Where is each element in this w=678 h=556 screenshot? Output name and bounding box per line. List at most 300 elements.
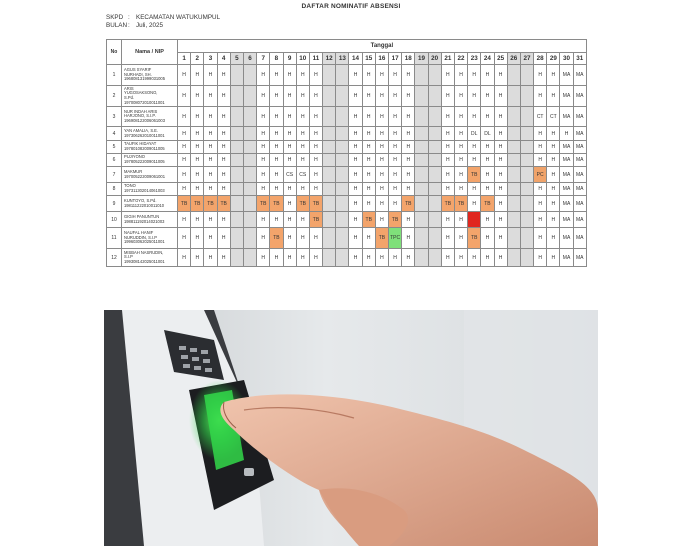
- attendance-cell: H: [560, 127, 573, 141]
- table-row: [107, 167, 587, 183]
- attendance-cell: H: [283, 107, 296, 127]
- bulan-line: [106, 22, 163, 29]
- attendance-cell: [243, 167, 256, 183]
- day-header-30: 30: [560, 53, 573, 65]
- attendance-cell: TB: [257, 196, 270, 212]
- attendance-cell: H: [441, 167, 454, 183]
- attendance-cell: H: [349, 65, 362, 86]
- attendance-cell: H: [454, 154, 467, 167]
- attendance-cell: H: [296, 228, 309, 249]
- day-header-2: 2: [191, 53, 204, 65]
- header-tanggal: Tanggal: [178, 40, 587, 53]
- day-header-31: 31: [573, 53, 586, 65]
- attendance-cell: H: [270, 154, 283, 167]
- attendance-cell: CS: [296, 167, 309, 183]
- attendance-cell: H: [494, 228, 507, 249]
- attendance-cell: MA: [560, 183, 573, 196]
- attendance-cell: H: [270, 65, 283, 86]
- attendance-cell: [507, 167, 520, 183]
- attendance-cell: H: [441, 107, 454, 127]
- attendance-cell: MA: [560, 212, 573, 228]
- attendance-cell: [336, 141, 349, 154]
- attendance-cell: [507, 65, 520, 86]
- attendance-cell: H: [309, 127, 322, 141]
- attendance-cell: H: [283, 228, 296, 249]
- employee-name-line: NAUFAL HANIF: [124, 230, 154, 236]
- attendance-cell: H: [494, 107, 507, 127]
- attendance-cell: [520, 154, 533, 167]
- device-button: [244, 468, 254, 476]
- attendance-cell: [336, 196, 349, 212]
- employee-name-nip: [122, 86, 178, 107]
- attendance-cell: H: [494, 65, 507, 86]
- attendance-cell: [323, 167, 336, 183]
- attendance-cell: H: [494, 86, 507, 107]
- attendance-cell: H: [283, 212, 296, 228]
- attendance-cell: H: [441, 127, 454, 141]
- attendance-cell: H: [257, 127, 270, 141]
- attendance-cell: [336, 86, 349, 107]
- day-header-12: 12: [323, 53, 336, 65]
- day-header-28: 28: [534, 53, 547, 65]
- attendance-cell: TB: [270, 228, 283, 249]
- employee-name-line: TAUFIK HIDAYAT: [124, 141, 157, 147]
- attendance-cell: [230, 196, 243, 212]
- attendance-cell: [415, 141, 428, 154]
- attendance-cell: H: [362, 228, 375, 249]
- header-name: Nama / NIP: [122, 40, 178, 65]
- attendance-cell: [415, 196, 428, 212]
- day-header-row: [107, 53, 587, 65]
- attendance-cell: TB: [204, 196, 217, 212]
- attendance-cell: H: [349, 183, 362, 196]
- table-row: [107, 86, 587, 107]
- attendance-cell: H: [402, 141, 415, 154]
- employee-name-line: 197008072010011001: [124, 99, 165, 105]
- attendance-cell: [428, 167, 441, 183]
- attendance-table: [106, 39, 587, 267]
- attendance-cell: H: [309, 86, 322, 107]
- attendance-cell: H: [389, 183, 402, 196]
- attendance-cell: TB: [191, 196, 204, 212]
- attendance-cell: TB: [270, 196, 283, 212]
- attendance-cell: H: [349, 86, 362, 107]
- attendance-cell: TB: [481, 196, 494, 212]
- attendance-cell: H: [468, 141, 481, 154]
- attendance-cell: H: [191, 86, 204, 107]
- attendance-cell: H: [362, 167, 375, 183]
- day-header-26: 26: [507, 53, 520, 65]
- employee-name-nip: [122, 127, 178, 141]
- attendance-cell: H: [257, 183, 270, 196]
- attendance-cell: CT: [534, 107, 547, 127]
- attendance-cell: H: [283, 86, 296, 107]
- attendance-cell: MA: [573, 154, 586, 167]
- attendance-cell: H: [362, 86, 375, 107]
- bulan-label: BULAN: [106, 22, 127, 29]
- attendance-cell: H: [296, 65, 309, 86]
- attendance-cell: [507, 127, 520, 141]
- attendance-cell: H: [481, 107, 494, 127]
- attendance-cell: H: [309, 154, 322, 167]
- attendance-cell: H: [534, 212, 547, 228]
- attendance-cell: H: [349, 196, 362, 212]
- attendance-cell: [428, 183, 441, 196]
- attendance-cell: TB: [309, 196, 322, 212]
- day-header-22: 22: [454, 53, 467, 65]
- attendance-cell: [428, 141, 441, 154]
- row-number: 10: [107, 212, 122, 228]
- attendance-cell: H: [375, 167, 388, 183]
- attendance-cell: [230, 212, 243, 228]
- attendance-cell: H: [217, 154, 230, 167]
- day-header-10: 10: [296, 53, 309, 65]
- attendance-cell: [243, 141, 256, 154]
- attendance-cell: H: [375, 212, 388, 228]
- attendance-cell: TB: [362, 212, 375, 228]
- day-header-1: 1: [178, 53, 191, 65]
- attendance-cell: H: [204, 167, 217, 183]
- attendance-cell: H: [389, 107, 402, 127]
- attendance-cell: MA: [560, 196, 573, 212]
- attendance-cell: H: [217, 107, 230, 127]
- attendance-cell: [323, 65, 336, 86]
- attendance-cell: [336, 127, 349, 141]
- attendance-cell: H: [468, 183, 481, 196]
- attendance-cell: H: [296, 212, 309, 228]
- attendance-cell: CS: [283, 167, 296, 183]
- attendance-cell: CT: [547, 107, 560, 127]
- attendance-cell: H: [349, 154, 362, 167]
- attendance-cell: [520, 196, 533, 212]
- day-header-27: 27: [520, 53, 533, 65]
- document-title: DAFTAR NOMINATIF ABSENSI: [301, 3, 401, 10]
- attendance-cell: H: [204, 86, 217, 107]
- attendance-cell: MA: [573, 167, 586, 183]
- attendance-cell: H: [362, 141, 375, 154]
- attendance-cell: H: [547, 86, 560, 107]
- attendance-cell: H: [257, 154, 270, 167]
- day-header-8: 8: [270, 53, 283, 65]
- attendance-cell: [243, 107, 256, 127]
- attendance-cell: [230, 154, 243, 167]
- attendance-cell: [507, 107, 520, 127]
- attendance-cell: H: [468, 107, 481, 127]
- attendance-cell: TB: [375, 228, 388, 249]
- day-header-11: 11: [309, 53, 322, 65]
- attendance-cell: [230, 141, 243, 154]
- row-number: 4: [107, 127, 122, 141]
- attendance-cell: H: [204, 141, 217, 154]
- employee-name-line: YUGOSAKSONO,: [124, 90, 158, 96]
- attendance-cell: H: [389, 249, 402, 267]
- attendance-cell: H: [494, 154, 507, 167]
- attendance-cell: H: [375, 107, 388, 127]
- attendance-cell: H: [441, 86, 454, 107]
- attendance-cell: H: [547, 141, 560, 154]
- row-number: 6: [107, 154, 122, 167]
- attendance-cell: MA: [560, 154, 573, 167]
- attendance-cell: H: [441, 249, 454, 267]
- attendance-cell: H: [402, 249, 415, 267]
- attendance-cell: H: [191, 127, 204, 141]
- attendance-cell: H: [270, 212, 283, 228]
- attendance-cell: H: [204, 154, 217, 167]
- attendance-cell: H: [402, 154, 415, 167]
- attendance-cell: H: [296, 107, 309, 127]
- attendance-cell: [428, 212, 441, 228]
- employee-name-nip: [122, 65, 178, 86]
- attendance-cell: H: [309, 228, 322, 249]
- attendance-cell: [230, 107, 243, 127]
- day-header-9: 9: [283, 53, 296, 65]
- attendance-cell: [323, 212, 336, 228]
- row-number: 1: [107, 65, 122, 86]
- attendance-cell: H: [481, 183, 494, 196]
- employee-name-line: 197306262010011001: [124, 132, 165, 138]
- day-header-5: 5: [230, 53, 243, 65]
- attendance-cell: TB: [468, 228, 481, 249]
- attendance-cell: H: [481, 86, 494, 107]
- attendance-cell: H: [349, 127, 362, 141]
- row-number: 2: [107, 86, 122, 107]
- attendance-cell: H: [217, 141, 230, 154]
- employee-name-line: 198811192014021003: [124, 218, 165, 224]
- day-header-16: 16: [375, 53, 388, 65]
- attendance-cell: H: [454, 107, 467, 127]
- attendance-cell: H: [178, 65, 191, 86]
- attendance-cell: MA: [560, 141, 573, 154]
- attendance-cell: H: [454, 65, 467, 86]
- attendance-cell: [428, 249, 441, 267]
- attendance-cell: H: [257, 86, 270, 107]
- attendance-cell: H: [257, 107, 270, 127]
- attendance-cell: H: [441, 183, 454, 196]
- attendance-cell: PC: [534, 167, 547, 183]
- attendance-cell: H: [468, 86, 481, 107]
- row-number: 9: [107, 196, 122, 212]
- attendance-cell: [243, 183, 256, 196]
- attendance-cell: H: [547, 212, 560, 228]
- employee-name-line: NURUDDIN, S.I.P: [124, 234, 157, 240]
- attendance-cell: H: [441, 228, 454, 249]
- attendance-cell: H: [204, 107, 217, 127]
- attendance-cell: H: [362, 107, 375, 127]
- attendance-cell: H: [534, 127, 547, 141]
- attendance-cell: [428, 154, 441, 167]
- attendance-cell: H: [217, 65, 230, 86]
- table-row: [107, 65, 587, 86]
- attendance-cell: H: [204, 183, 217, 196]
- attendance-cell: H: [547, 167, 560, 183]
- attendance-cell: H: [534, 249, 547, 267]
- day-header-24: 24: [481, 53, 494, 65]
- employee-name-line: 198111222010011010: [124, 202, 165, 208]
- attendance-sheet: [104, 0, 598, 303]
- day-header-19: 19: [415, 53, 428, 65]
- table-row: [107, 127, 587, 141]
- attendance-cell: H: [178, 249, 191, 267]
- table-row: [107, 154, 587, 167]
- attendance-cell: H: [402, 127, 415, 141]
- attendance-cell: H: [283, 154, 296, 167]
- attendance-cell: H: [217, 86, 230, 107]
- attendance-cell: MA: [573, 65, 586, 86]
- employee-name-line: 197805222009011005: [124, 159, 165, 164]
- attendance-cell: H: [191, 141, 204, 154]
- attendance-cell: MA: [560, 167, 573, 183]
- attendance-cell: TB: [402, 196, 415, 212]
- attendance-cell: [336, 212, 349, 228]
- attendance-cell: H: [362, 127, 375, 141]
- attendance-cell: TB: [217, 196, 230, 212]
- attendance-cell: H: [178, 154, 191, 167]
- attendance-cell: [428, 86, 441, 107]
- bulan-value: Juli, 2025: [136, 22, 163, 29]
- attendance-cell: [243, 86, 256, 107]
- attendance-cell: [243, 196, 256, 212]
- attendance-cell: H: [402, 107, 415, 127]
- attendance-cell: [520, 183, 533, 196]
- attendance-cell: H: [178, 228, 191, 249]
- attendance-cell: [243, 127, 256, 141]
- attendance-cell: DL: [481, 127, 494, 141]
- attendance-cell: H: [309, 141, 322, 154]
- attendance-cell: [507, 228, 520, 249]
- attendance-cell: [415, 167, 428, 183]
- attendance-cell: H: [454, 167, 467, 183]
- attendance-cell: H: [468, 65, 481, 86]
- attendance-cell: H: [296, 127, 309, 141]
- attendance-cell: H: [257, 167, 270, 183]
- attendance-cell: H: [534, 65, 547, 86]
- attendance-cell: H: [494, 212, 507, 228]
- attendance-cell: [336, 154, 349, 167]
- attendance-cell: H: [217, 228, 230, 249]
- attendance-cell: [415, 228, 428, 249]
- employee-name-line: GIGIH PANUNTUN: [124, 213, 160, 219]
- attendance-cell: H: [217, 212, 230, 228]
- attendance-cell: [323, 228, 336, 249]
- attendance-cell: H: [454, 228, 467, 249]
- header-no: No: [107, 40, 122, 65]
- attendance-cell: H: [494, 127, 507, 141]
- attendance-cell: H: [481, 141, 494, 154]
- attendance-cell: H: [362, 183, 375, 196]
- attendance-cell: H: [283, 196, 296, 212]
- attendance-cell: H: [362, 196, 375, 212]
- attendance-cell: [428, 228, 441, 249]
- attendance-cell: [415, 127, 428, 141]
- day-header-13: 13: [336, 53, 349, 65]
- employee-name-nip: [122, 107, 178, 127]
- employee-name-line: MISBAH NASRUDIN,: [124, 249, 164, 255]
- attendance-cell: H: [349, 228, 362, 249]
- attendance-cell: H: [178, 183, 191, 196]
- row-number: 11: [107, 228, 122, 249]
- attendance-cell: H: [270, 249, 283, 267]
- attendance-cell: [323, 86, 336, 107]
- fingerprint-scan-image: [104, 310, 598, 546]
- attendance-cell: [520, 167, 533, 183]
- attendance-cell: H: [389, 141, 402, 154]
- attendance-cell: MA: [573, 249, 586, 267]
- attendance-cell: [415, 107, 428, 127]
- attendance-cell: H: [270, 183, 283, 196]
- attendance-cell: H: [534, 141, 547, 154]
- row-number: 3: [107, 107, 122, 127]
- employee-name-nip: [122, 196, 178, 212]
- attendance-cell: H: [204, 228, 217, 249]
- attendance-cell: H: [257, 65, 270, 86]
- attendance-cell: H: [547, 249, 560, 267]
- attendance-cell: H: [494, 167, 507, 183]
- attendance-cell: H: [389, 196, 402, 212]
- employee-name-line: KUNTOYO, S.Pd.: [124, 197, 157, 203]
- table-row: [107, 196, 587, 212]
- attendance-cell: H: [204, 127, 217, 141]
- table-row: [107, 212, 587, 228]
- attendance-cell: TB: [441, 196, 454, 212]
- attendance-cell: H: [270, 127, 283, 141]
- attendance-cell: [336, 65, 349, 86]
- attendance-cell: H: [309, 65, 322, 86]
- attendance-cell: [230, 228, 243, 249]
- attendance-cell: H: [481, 65, 494, 86]
- attendance-cell: H: [362, 65, 375, 86]
- day-header-7: 7: [257, 53, 270, 65]
- attendance-cell: H: [547, 228, 560, 249]
- table-row: [107, 107, 587, 127]
- attendance-cell: H: [441, 212, 454, 228]
- attendance-cell: [468, 212, 481, 228]
- attendance-cell: [507, 212, 520, 228]
- attendance-cell: H: [468, 196, 481, 212]
- attendance-cell: MA: [560, 249, 573, 267]
- attendance-cell: H: [296, 86, 309, 107]
- attendance-cell: H: [375, 154, 388, 167]
- employee-name-nip: [122, 154, 178, 167]
- attendance-cell: H: [178, 167, 191, 183]
- employee-name-line: 197801082009011005: [124, 146, 165, 151]
- attendance-cell: [507, 86, 520, 107]
- attendance-cell: [323, 107, 336, 127]
- employee-name-line: AGUS SYARIF: [124, 67, 152, 73]
- attendance-cell: MA: [560, 65, 573, 86]
- attendance-cell: TPC: [389, 228, 402, 249]
- attendance-cell: H: [257, 141, 270, 154]
- attendance-cell: MA: [573, 196, 586, 212]
- employee-name-line: YAN AMALIA, S.E.: [124, 127, 159, 133]
- attendance-cell: H: [191, 167, 204, 183]
- attendance-cell: H: [375, 183, 388, 196]
- attendance-cell: H: [283, 127, 296, 141]
- attendance-cell: H: [178, 141, 191, 154]
- attendance-cell: H: [441, 141, 454, 154]
- attendance-cell: [323, 249, 336, 267]
- attendance-cell: H: [296, 141, 309, 154]
- day-header-6: 6: [243, 53, 256, 65]
- attendance-cell: H: [191, 228, 204, 249]
- attendance-cell: [415, 154, 428, 167]
- attendance-cell: H: [191, 154, 204, 167]
- attendance-cell: H: [296, 154, 309, 167]
- attendance-cell: MA: [560, 228, 573, 249]
- employee-name-line: NURHADI, SH.: [124, 71, 152, 77]
- attendance-cell: H: [283, 183, 296, 196]
- attendance-cell: H: [494, 183, 507, 196]
- attendance-cell: H: [402, 183, 415, 196]
